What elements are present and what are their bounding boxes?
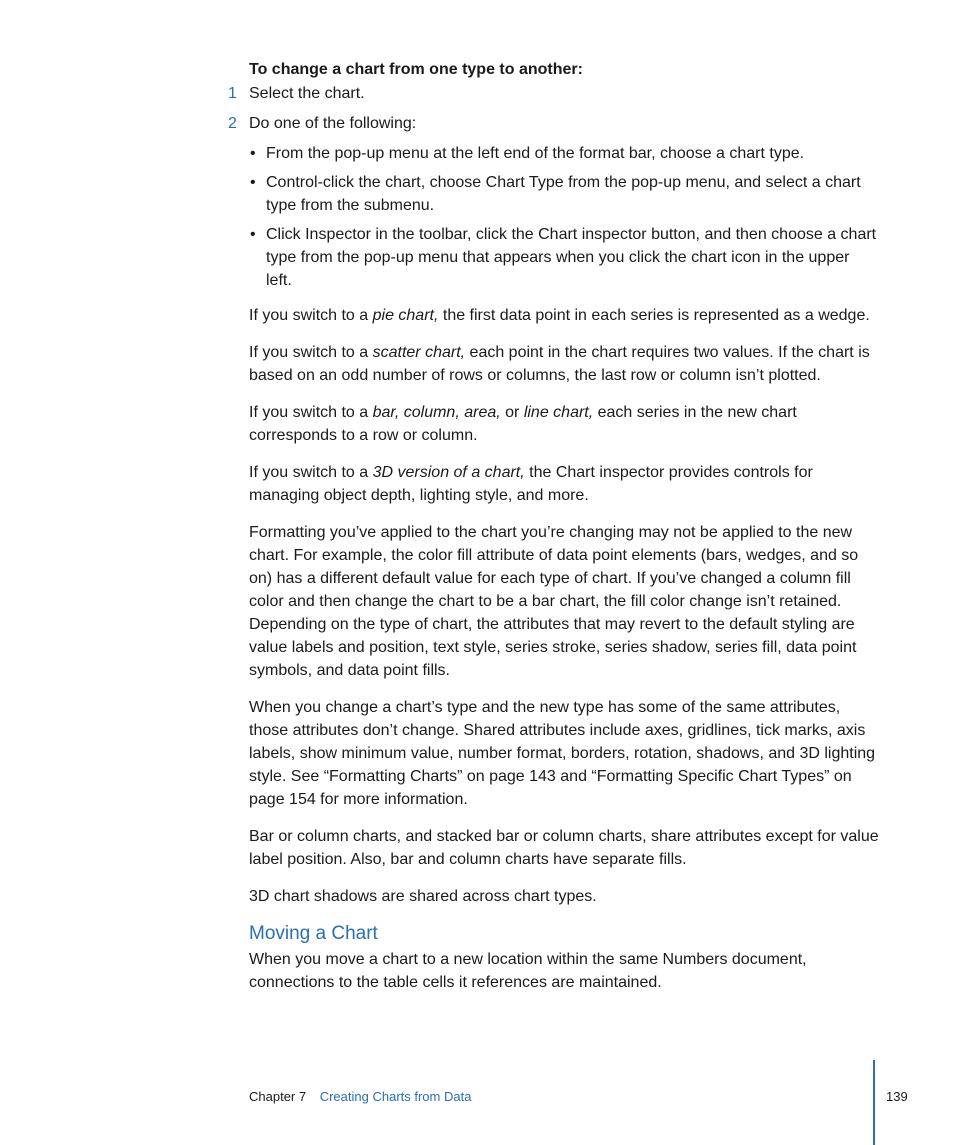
text: If you switch to a [249,307,373,324]
list-item [249,223,879,292]
emphasis: pie chart, [372,307,439,324]
paragraph-formatting: Formatting you’ve applied to the chart you’re changing may not be applied to the new chart. For example, the color fill attribute of data point elements (bars, wedges, and so on) has a different default value for each type of chart. If you’ve changed a column fill color and then change the chart to be a bar chart, the fill color change isn’t retained. Depending on the type of chart, the attributes that may revert to the default styling are value labels and position, text style, series stroke, series shadow, series fill, data point symbols, and data point fills. [249,524,859,679]
page-footer [249,1089,471,1105]
text: If you switch to a [249,344,373,361]
chapter-label: Chapter 7 [249,1089,307,1104]
paragraph-pie-chart [249,304,879,327]
text: If you switch to a [249,464,373,481]
text: the Chart inspector provides controls for managing object depth, lighting style, and more. [249,464,813,504]
bullet-glyph: • [250,174,256,191]
step-text: Do one of the following: [249,115,417,132]
paragraph-3d-shadows: 3D chart shadows are shared across chart types. [249,888,597,905]
list-item-text: Control-click the chart, choose Chart Type from the pop-up menu, and select a chart type from the submenu. [266,174,861,214]
bullet-glyph: • [250,226,256,243]
emphasis: line chart, [523,404,594,421]
chapter-title-link[interactable]: Creating Charts from Data [319,1089,472,1104]
list-item [249,171,879,217]
step-1 [228,82,879,105]
emphasis: bar, column, area, [372,404,501,421]
emphasis: scatter chart, [372,344,466,361]
options-list [249,142,879,292]
step-number: 1 [228,85,237,102]
section-title: Moving a Chart [249,923,378,944]
text: each series in the new chart corresponds to a row or column. [249,404,797,444]
paragraph-bar-column: Bar or column charts, and stacked bar or column charts, share attributes except for value label position. Also, bar and column charts have separate fills. [249,828,879,868]
emphasis: 3D version of a chart, [372,464,525,481]
paragraph-3d-chart [249,461,879,507]
list-item-text: From the pop-up menu at the left end of the format bar, choose a chart type. [266,145,805,162]
list-item [249,142,879,165]
text: If you switch to a [249,404,373,421]
text: or [500,404,524,421]
paragraph-scatter-chart [249,341,879,387]
text: each point in the chart requires two values. If the chart is based on an odd number of rows or columns, the last row or column isn’t plotted. [249,344,870,384]
paragraph-bar-chart [249,401,879,447]
page-number: 139 [886,1089,908,1104]
step-text: Select the chart. [249,85,365,102]
paragraph-moving-chart: When you move a chart to a new location within the same Numbers document, connections to the table cells it references are maintained. [249,951,807,991]
paragraph-shared-attributes: When you change a chart’s type and the new type has some of the same attributes, those attributes don’t change. Shared attributes include axes, gridlines, tick marks, axis labels, show minimum value, number format, borders, rotation, shadows, and 3D lighting style. See “Formatting Charts” on page 143 and “Formatting Specific Chart Types” on page 154 for more information. [249,699,876,808]
text: the first data point in each series is represented as a wedge. [438,307,870,324]
step-number: 2 [228,115,237,132]
bullet-glyph: • [250,145,256,162]
page-number-rule [873,1060,875,1145]
step-2 [228,112,879,135]
task-title: To change a chart from one type to another: [249,61,583,78]
list-item-text: Click Inspector in the toolbar, click the Chart inspector button, and then choose a chart type from the pop-up menu that appears when you click the chart icon in the upper left. [266,226,877,289]
page-content [228,58,879,1008]
